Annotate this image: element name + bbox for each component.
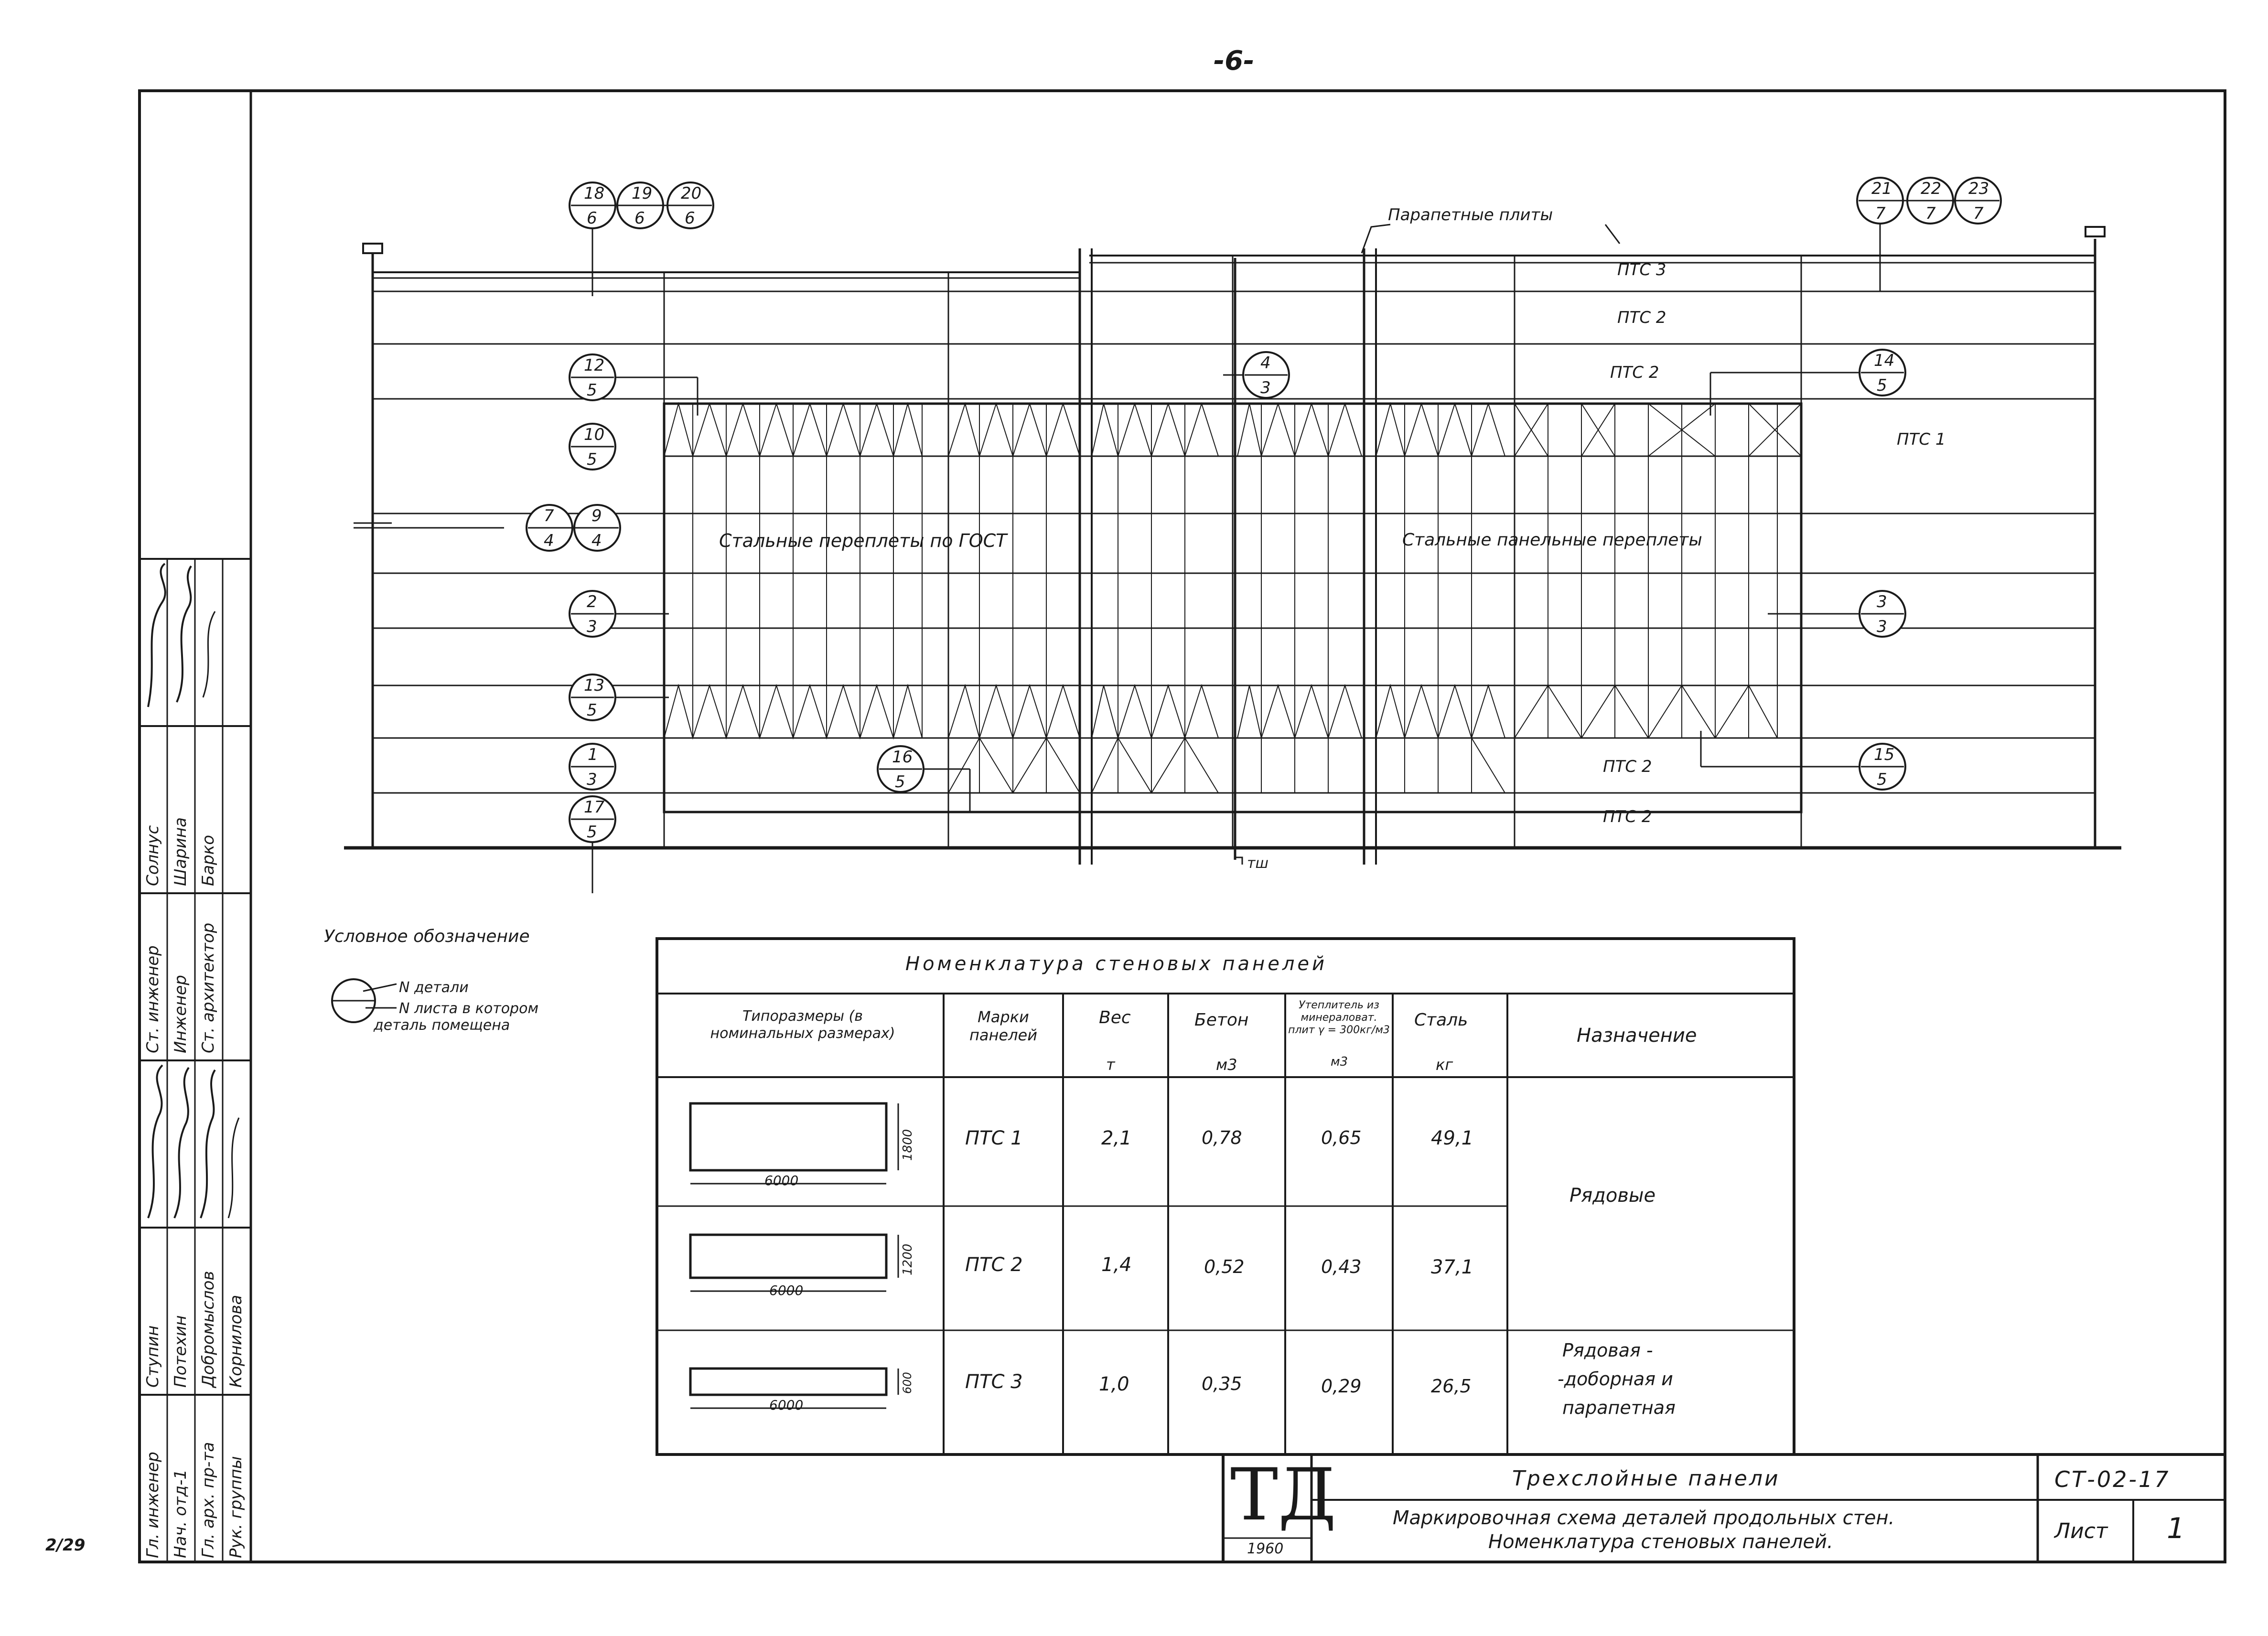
stamp-role: Гл. арх. пр-та xyxy=(199,1442,218,1558)
callout-number: 23 xyxy=(1968,179,1989,198)
callout-sheet: 5 xyxy=(587,823,597,842)
header-marks: Марки панелей xyxy=(969,1008,1038,1044)
panel-length: 6000 xyxy=(764,1173,799,1188)
panel-label: ПТС 2 xyxy=(1603,807,1652,826)
stamp-role: Рук. группы xyxy=(226,1456,246,1558)
stamp-role: Инженер xyxy=(171,975,190,1053)
panel-label: ПТС 1 xyxy=(1897,430,1946,449)
panel-label: ПТС 2 xyxy=(1617,308,1666,327)
row-mark: ПТС 1 xyxy=(965,1127,1023,1149)
row-mark: ПТС 3 xyxy=(965,1371,1023,1393)
row-weight: 2,1 xyxy=(1101,1127,1132,1149)
panel-length: 6000 xyxy=(769,1397,804,1413)
callout-number: 22 xyxy=(1921,179,1942,198)
callout-sheet: 5 xyxy=(1877,770,1887,789)
row-concrete: 0,52 xyxy=(1204,1256,1245,1277)
row-insulation: 0,65 xyxy=(1321,1127,1362,1148)
steel-frames-gost-label: Стальные переплеты по ГОСТ xyxy=(719,530,1007,551)
callout-sheet: 5 xyxy=(1877,376,1887,395)
callout-sheet: 3 xyxy=(1877,617,1887,636)
panel-label: ПТС 2 xyxy=(1603,757,1652,776)
callout-sheet: 4 xyxy=(591,531,602,550)
row-concrete: 0,78 xyxy=(1202,1127,1242,1148)
drawing-code: СТ-02-17 xyxy=(2054,1466,2171,1492)
panel-height: 600 xyxy=(901,1372,914,1394)
callout-sheet: 3 xyxy=(587,770,597,789)
callout-sheet: 6 xyxy=(634,209,645,228)
table-title: Номенклатура стеновых панелей xyxy=(905,953,1327,975)
row-weight: 1,0 xyxy=(1099,1373,1129,1395)
callout-number: 4 xyxy=(1260,353,1271,373)
stamp-role: Ст. архитектор xyxy=(199,922,218,1053)
parapet-label: Парапетные плиты xyxy=(1388,205,1553,225)
stamp-name: Солнус xyxy=(143,825,162,886)
callout-sheet: 5 xyxy=(587,450,597,469)
header-weight-unit: т xyxy=(1106,1056,1115,1074)
steel-panel-frames-label: Стальные панельные переплеты xyxy=(1402,530,1702,550)
callout-sheet: 5 xyxy=(895,772,905,791)
header-purpose: Назначение xyxy=(1577,1025,1697,1047)
panel-height: 1800 xyxy=(901,1129,915,1161)
row-insulation: 0,43 xyxy=(1321,1256,1362,1277)
sheet-title: Трехслойные панели xyxy=(1512,1466,1780,1491)
stamp-name: Шарина xyxy=(171,817,190,886)
callout-number: 20 xyxy=(681,184,702,203)
callout-number: 2 xyxy=(587,592,597,611)
stamp-name: Добромыслов xyxy=(199,1271,218,1388)
panel-label: ПТС 2 xyxy=(1610,363,1659,382)
panel-length: 6000 xyxy=(769,1283,804,1298)
callout-number: 17 xyxy=(584,798,605,817)
callout-number: 14 xyxy=(1874,351,1895,370)
header-sizes: Типоразмеры (в номинальных размерах) xyxy=(710,1008,895,1042)
legend-line: деталь помещена xyxy=(374,1017,510,1034)
purpose-line: парапетная xyxy=(1562,1397,1676,1418)
header-weight: Вес xyxy=(1099,1008,1131,1027)
callout-number: 18 xyxy=(584,184,605,203)
sheet-frame xyxy=(140,91,2225,1562)
header-insulation: Утеплитель из минераловат. плит γ = 300кг/м3 xyxy=(1288,999,1390,1036)
callout-number: 15 xyxy=(1874,745,1895,764)
stamp-role: Гл. инженер xyxy=(143,1452,162,1558)
legend-title: Условное обозначение xyxy=(324,927,530,946)
stamp-role: Ст. инженер xyxy=(143,945,162,1053)
callout-sheet: 5 xyxy=(587,381,597,400)
panel-label: ПТС 3 xyxy=(1617,260,1666,279)
callout-sheet: 7 xyxy=(1925,204,1936,223)
header-concrete-unit: м3 xyxy=(1216,1056,1237,1074)
sheet-number: 1 xyxy=(2167,1512,2185,1545)
expansion-joint-label: тш xyxy=(1247,855,1268,872)
callout-number: 1 xyxy=(588,745,598,764)
row-steel: 49,1 xyxy=(1431,1127,1474,1149)
header-steel: Сталь xyxy=(1414,1010,1468,1030)
callout-number: 10 xyxy=(584,425,605,444)
panel-height: 1200 xyxy=(901,1243,915,1275)
purpose-line: Рядовая - xyxy=(1562,1340,1653,1361)
legend-line: N детали xyxy=(399,979,469,996)
purpose-regular: Рядовые xyxy=(1569,1185,1656,1207)
td-year: 1960 xyxy=(1247,1540,1284,1557)
stamp-role: Нач. отд-1 xyxy=(171,1469,190,1558)
callout-number: 3 xyxy=(1877,592,1887,611)
row-steel: 37,1 xyxy=(1431,1256,1474,1278)
page-number: -6- xyxy=(1214,45,1255,76)
callout-number: 9 xyxy=(591,506,602,525)
callout-number: 7 xyxy=(544,506,554,525)
callout-number: 13 xyxy=(584,676,605,695)
callout-sheet: 4 xyxy=(544,531,554,550)
row-steel: 26,5 xyxy=(1431,1376,1472,1397)
row-concrete: 0,35 xyxy=(1202,1373,1242,1394)
purpose-line: -доборная и xyxy=(1558,1369,1673,1390)
header-concrete: Бетон xyxy=(1194,1010,1249,1030)
row-mark: ПТС 2 xyxy=(965,1254,1023,1276)
callout-sheet: 7 xyxy=(1973,204,1984,223)
stamp-name: Корнилова xyxy=(226,1294,246,1388)
callout-sheet: 6 xyxy=(587,209,597,228)
stamp-name: Барко xyxy=(199,834,218,886)
callout-sheet: 3 xyxy=(1260,378,1271,397)
legend-line: N листа в котором xyxy=(399,1000,539,1017)
header-steel-unit: кг xyxy=(1436,1056,1453,1074)
td-logo: ТД xyxy=(1230,1454,1336,1537)
callout-sheet: 3 xyxy=(587,617,597,636)
callout-number: 12 xyxy=(584,356,605,375)
callout-number: 19 xyxy=(632,184,653,203)
callout-number: 21 xyxy=(1871,179,1892,198)
callout-sheet: 7 xyxy=(1875,204,1886,223)
callout-number: 16 xyxy=(892,748,913,767)
stamp-name: Ступин xyxy=(143,1325,162,1388)
sheet-subtitle-2: Номенклатура стеновых панелей. xyxy=(1488,1531,1833,1553)
header-insulation-unit: м3 xyxy=(1331,1055,1348,1069)
stamp-name: Потехин xyxy=(171,1315,190,1388)
callout-sheet: 5 xyxy=(587,701,597,720)
sheet-code-left: 2/29 xyxy=(45,1536,86,1555)
row-insulation: 0,29 xyxy=(1321,1376,1362,1397)
row-weight: 1,4 xyxy=(1101,1254,1132,1276)
sheet-subtitle-1: Маркировочная схема деталей продольных стен. xyxy=(1393,1507,1895,1529)
sheet-label: Лист xyxy=(2054,1519,2108,1543)
callout-sheet: 6 xyxy=(685,209,695,228)
